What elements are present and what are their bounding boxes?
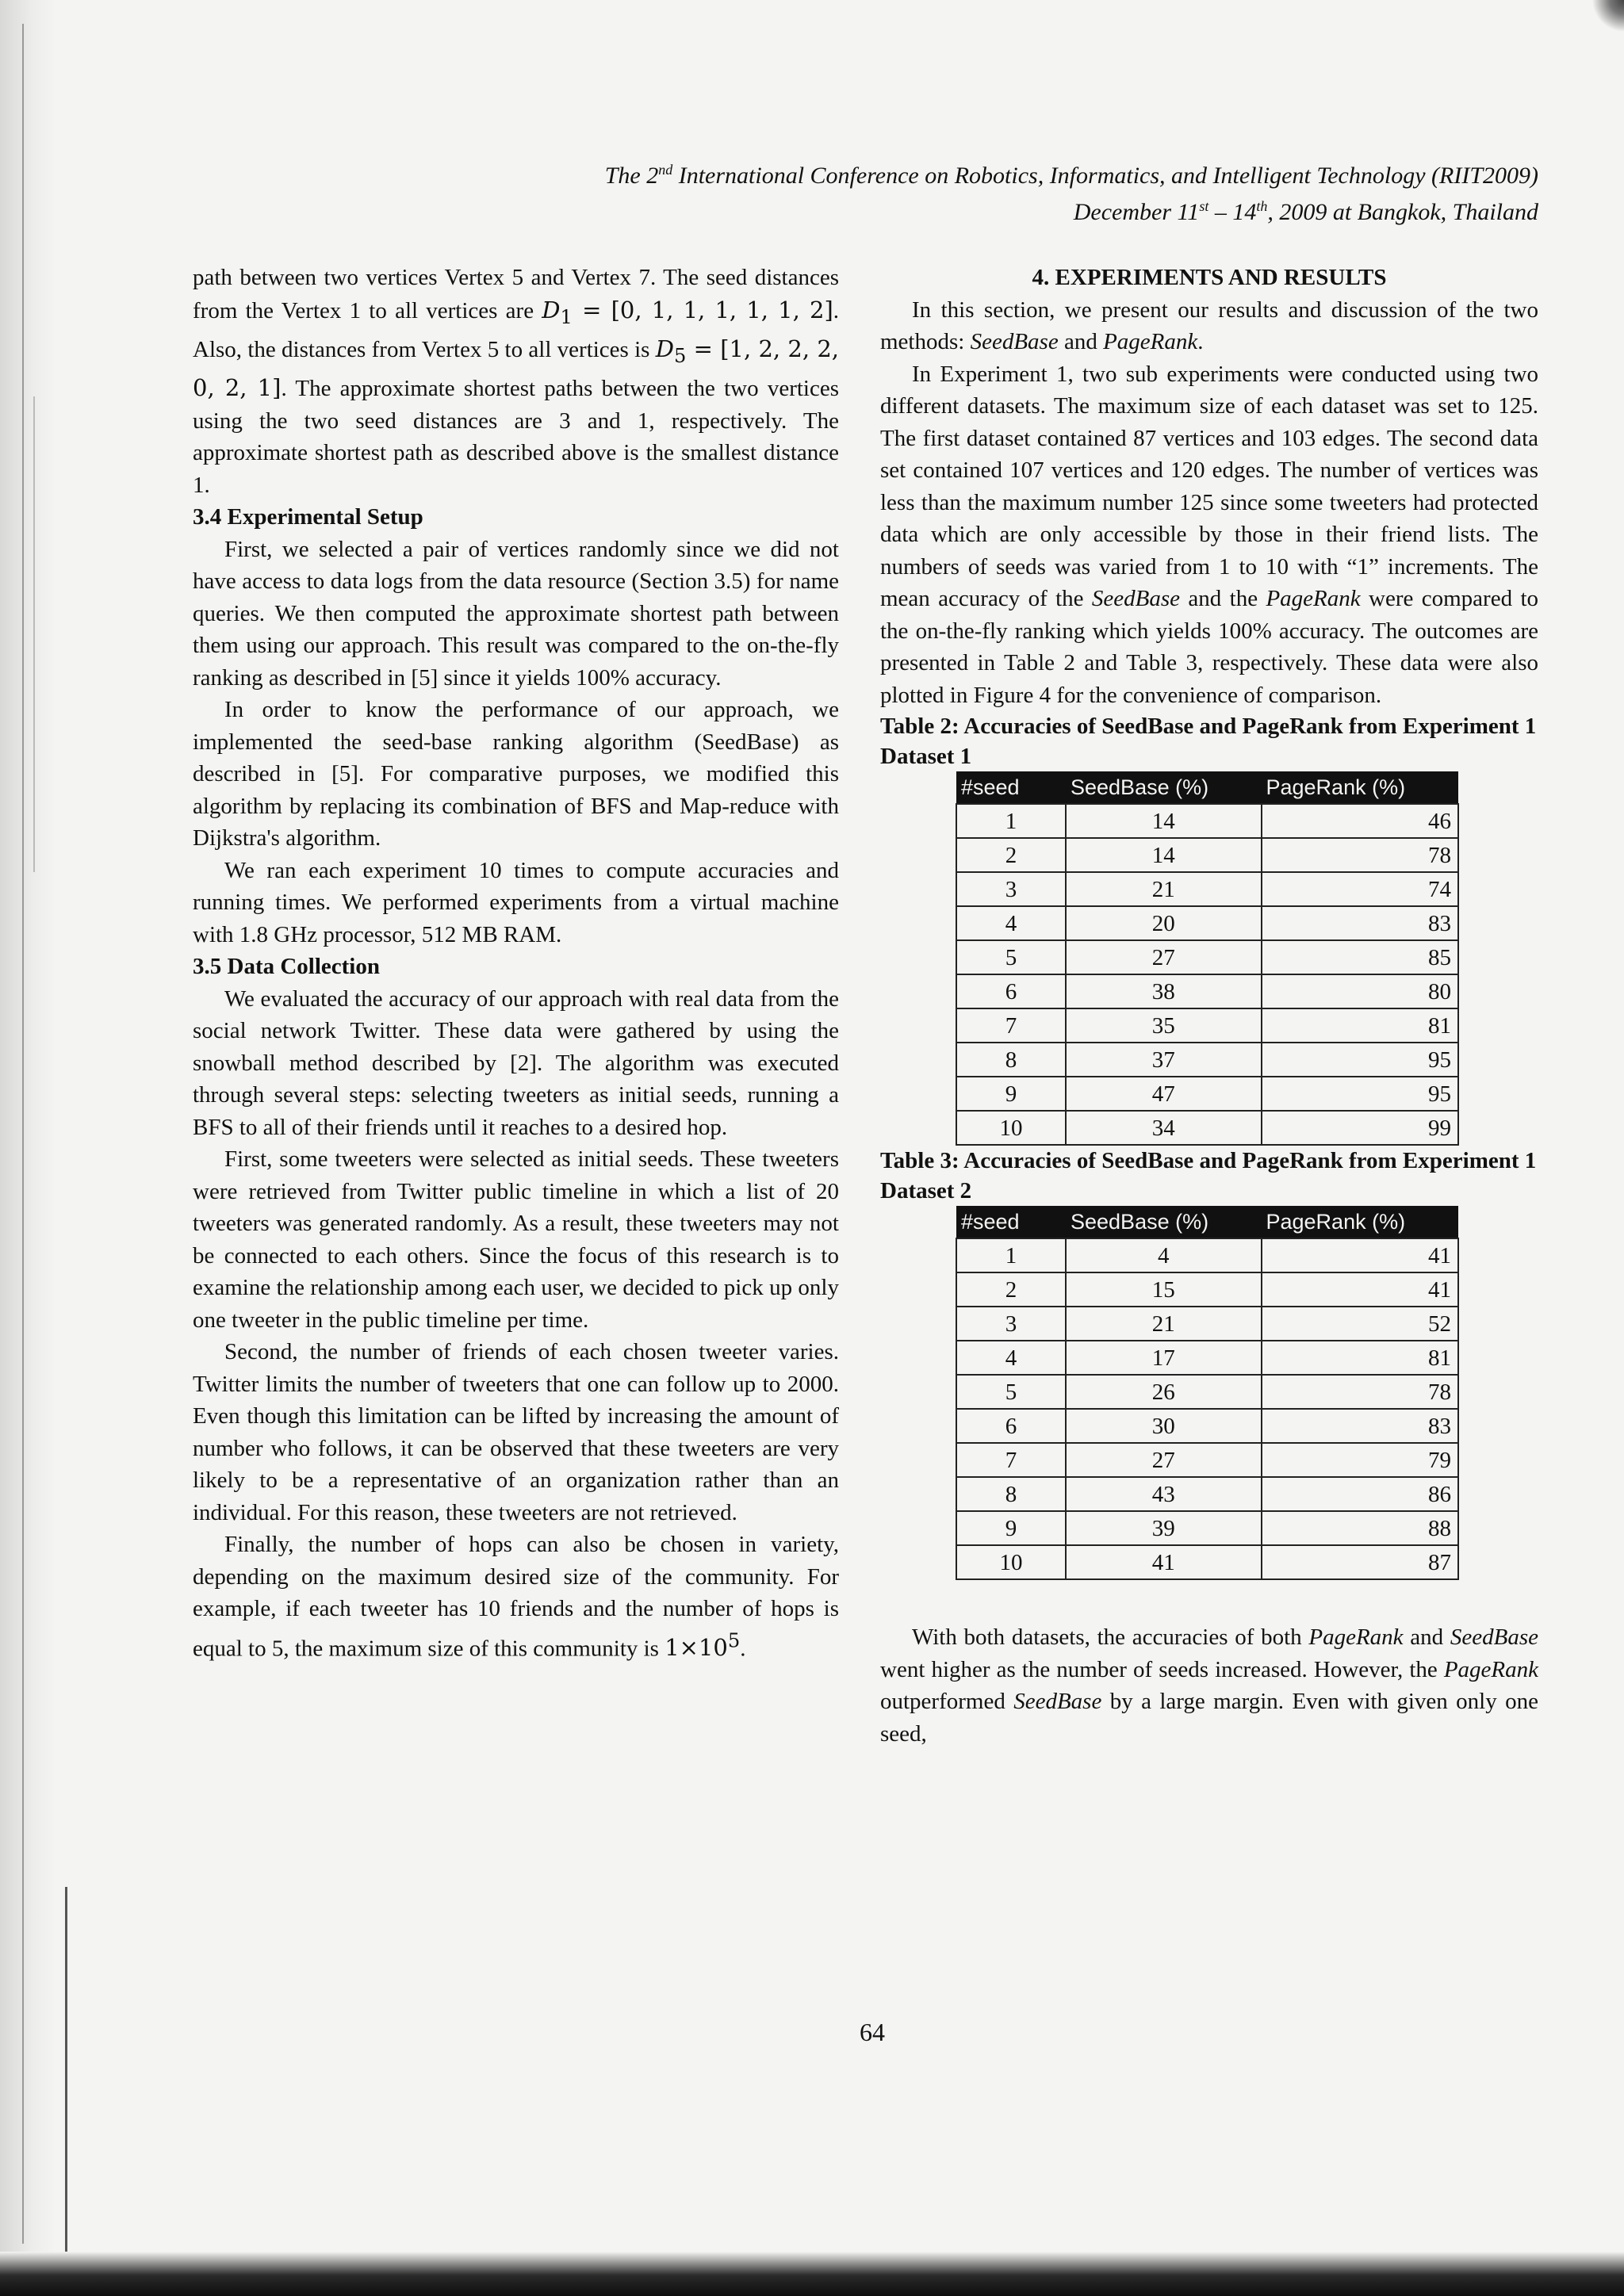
table-row <box>956 1409 1458 1443</box>
table-header-cell: SeedBase (%) <box>1066 771 1262 804</box>
paragraph: In order to know the performance of our approach, we implemented the seed-base ranking algorithm (SeedBase) as described in [5]. For comparative purposes, we modified this algorithm by replacing its combination of BFS and Map-reduce with Dijkstra's algorithm. <box>193 697 839 851</box>
table-cell: 43 <box>1066 1477 1262 1511</box>
formula-d1: $D_1 = [0$, 1, 1, 1, 1, 1, 2] <box>542 296 833 328</box>
table-header-cell: #seed <box>956 1206 1066 1238</box>
table-cell: 4 <box>1066 1238 1262 1272</box>
table-cell: 2 <box>956 1272 1066 1307</box>
paragraph: In this section, we present our results and discussion of the two methods: SeedBase and PageRank. <box>880 297 1538 354</box>
table-cell: 87 <box>1262 1545 1459 1579</box>
table-cell: 35 <box>1066 1008 1262 1043</box>
table-cell: 17 <box>1066 1341 1262 1375</box>
conference-line: The 2nd International Conference on Robotics, Informatics, and Intelligent Technology (RIIT2009) <box>604 162 1538 189</box>
table-cell: 14 <box>1066 838 1262 872</box>
table-row <box>956 1307 1458 1341</box>
table-row <box>956 940 1458 974</box>
table-row <box>956 1375 1458 1409</box>
table-cell: 10 <box>956 1545 1066 1579</box>
table-cell: 6 <box>956 974 1066 1008</box>
table-cell: 26 <box>1066 1375 1262 1409</box>
scan-bottom-edge <box>0 2252 1624 2296</box>
table-row <box>956 1111 1458 1145</box>
table-cell: 9 <box>956 1077 1066 1111</box>
table-row <box>956 906 1458 940</box>
scan-edge-left <box>0 0 56 2296</box>
table-cell: 78 <box>1262 1375 1459 1409</box>
table-cell: 27 <box>1066 1443 1262 1477</box>
paragraph: We evaluated the accuracy of our approach with real data from the social network Twitter. These data were gathered by using the snowball method described by [2]. The algorithm was executed through several steps: selecting tweeters as initial seeds, running a BFS to all of their friends until it reaches to a desired hop. <box>193 985 839 1140</box>
table-row <box>956 804 1458 838</box>
table-cell: 14 <box>1066 804 1262 838</box>
page-number: 64 <box>860 2018 885 2046</box>
table-cell: 38 <box>1066 974 1262 1008</box>
table-cell: 15 <box>1066 1272 1262 1307</box>
table-header-row <box>956 771 1458 804</box>
table-cell: 80 <box>1262 974 1459 1008</box>
table-row <box>956 1077 1458 1111</box>
table-cell: 2 <box>956 838 1066 872</box>
table-cell: 74 <box>1262 872 1459 906</box>
table-cell: 8 <box>956 1477 1066 1511</box>
table-row <box>956 974 1458 1008</box>
table-cell: 30 <box>1066 1409 1262 1443</box>
table-cell: 10 <box>956 1111 1066 1145</box>
table-header-row <box>956 1206 1458 1238</box>
table-cell: 4 <box>956 906 1066 940</box>
table-header-cell: #seed <box>956 771 1066 804</box>
table-cell: 86 <box>1262 1477 1459 1511</box>
table-cell: 37 <box>1066 1043 1262 1077</box>
table-cell: 21 <box>1066 1307 1262 1341</box>
table-cell: 1 <box>956 1238 1066 1272</box>
table-cell: 95 <box>1262 1077 1459 1111</box>
paragraph: Second, the number of friends of each chosen tweeter varies. Twitter limits the number of tweeters that one can follow up to 2000. Even though this limitation can be lifted by increasing the amount of number who follows, it can be observed that these tweeters are very likely to be a representative of an organization rather than an individual. For this reason, these tweeters are not retrieved. <box>193 1339 839 1525</box>
formula-d5: $D_5 = [1$, 2, 2, 2, 0, 2, 1] <box>193 335 839 402</box>
table-cell: 83 <box>1262 906 1459 940</box>
scan-line <box>22 24 24 2244</box>
table-row <box>956 872 1458 906</box>
table-cell: 41 <box>1066 1545 1262 1579</box>
table-cell: 9 <box>956 1511 1066 1545</box>
table-cell: 4 <box>956 1341 1066 1375</box>
table-row <box>956 1511 1458 1545</box>
left-column <box>193 262 839 1665</box>
table-cell: 6 <box>956 1409 1066 1443</box>
table-row <box>956 1443 1458 1477</box>
scan-corner <box>1568 0 1624 32</box>
table-cell: 47 <box>1066 1077 1262 1111</box>
table-cell: 5 <box>956 940 1066 974</box>
formula-community-size: $1\times 10^5$ <box>665 1629 741 1662</box>
table-cell: 20 <box>1066 906 1262 940</box>
table-cell: 5 <box>956 1375 1066 1409</box>
table-cell: 21 <box>1066 872 1262 906</box>
running-header <box>444 155 1538 228</box>
table-cell: 39 <box>1066 1511 1262 1545</box>
table-header-cell: PageRank (%) <box>1262 1206 1459 1238</box>
table-row <box>956 1008 1458 1043</box>
section-heading-3-4: 3.4 Experimental Setup <box>193 504 423 530</box>
table-header-cell: SeedBase (%) <box>1066 1206 1262 1238</box>
table-cell: 83 <box>1262 1409 1459 1443</box>
table-header-cell: PageRank (%) <box>1262 771 1459 804</box>
table3-caption: Table 3: Accuracies of SeedBase and PageRank from Experiment 1 Dataset 2 <box>880 1148 1537 1203</box>
table3 <box>956 1206 1459 1580</box>
right-column <box>880 262 1538 1750</box>
table-cell: 27 <box>1066 940 1262 974</box>
table-cell: 95 <box>1262 1043 1459 1077</box>
table-cell: 7 <box>956 1443 1066 1477</box>
table-cell: 8 <box>956 1043 1066 1077</box>
date-line: December 11st – 14th, 2009 at Bangkok, Thailand <box>1073 198 1538 225</box>
table2 <box>956 771 1459 1146</box>
table-cell: 41 <box>1262 1238 1459 1272</box>
table-cell: 99 <box>1262 1111 1459 1145</box>
spacer <box>880 1580 1538 1621</box>
table-row <box>956 1545 1458 1579</box>
scan-line <box>33 396 35 872</box>
table-cell: 88 <box>1262 1511 1459 1545</box>
table-cell: 81 <box>1262 1008 1459 1043</box>
table-cell: 81 <box>1262 1341 1459 1375</box>
table-cell: 78 <box>1262 838 1459 872</box>
table2-caption: Table 2: Accuracies of SeedBase and PageRank from Experiment 1 Dataset 1 <box>880 714 1537 769</box>
table-row <box>956 1238 1458 1272</box>
paragraph: In Experiment 1, two sub experiments were conducted using two different datasets. The maximum size of each dataset was set to 125. The first dataset contained 87 vertices and 103 edges. The second data set contained 107 vertices and 120 edges. The number of vertices was less than the maximum number 125 since some tweeters had protected data which are only accessible by those in their friend lists. The numbers of seeds was varied from 1 to 10 with “1” increments. The mean accuracy of the SeedBase and the PageRank were compared to the on-the-fly ranking which yields 100% accuracy. The outcomes are presented in Table 2 and Table 3, respectively. These data were also plotted in Figure 4 for the convenience of comparison. <box>880 361 1538 708</box>
table-cell: 52 <box>1262 1307 1459 1341</box>
paragraph: We ran each experiment 10 times to compute accuracies and running times. We performed experiments from a virtual machine with 1.8 GHz processor, 512 MB RAM. <box>193 857 839 947</box>
table-row <box>956 1272 1458 1307</box>
paragraph: Finally, the number of hops can also be chosen in variety, depending on the maximum desired size of the community. For example, if each tweeter has 10 friends and the number of hops is equal to 5, the maximum size of this community is $1\times 10^5$. <box>193 1532 839 1662</box>
table-row <box>956 1043 1458 1077</box>
table-cell: 46 <box>1262 804 1459 838</box>
table-row <box>956 1477 1458 1511</box>
section-heading-4: 4. EXPERIMENTS AND RESULTS <box>1032 265 1387 290</box>
table-cell: 85 <box>1262 940 1459 974</box>
table-cell: 3 <box>956 1307 1066 1341</box>
table-row <box>956 838 1458 872</box>
paragraph: First, some tweeters were selected as initial seeds. These tweeters were retrieved from Twitter public timeline in which a list of 20 tweeters was generated randomly. As a result, these tweeters may not be connected to each others. Since the focus of this research is to examine the relationship among each user, we decided to pick up only one tweeter in the public timeline per time. <box>193 1146 839 1333</box>
paragraph: First, we selected a pair of vertices randomly since we did not have access to data logs from the data resource (Section 3.5) for name queries. We then computed the approximate shortest path between them using our approach. This result was compared to the on-the-fly ranking as described in [5] since it yields 100% accuracy. <box>193 536 839 691</box>
table-cell: 7 <box>956 1008 1066 1043</box>
paragraph: path between two vertices Vertex 5 and Vertex 7. The seed distances from the Vertex 1 to all vertices are $D_1 = [0$, 1, 1, 1, 1, 1, 2]. Also, the distances from Vertex 5 to all vertices is $D_5 = [1$, 2, 2, 2, 0, 2, 1]. The approximate shortest paths between the two vertices using the two seed distances are 3 and 1, respectively. The approximate shortest path as described above is the smallest distance 1. <box>193 265 840 498</box>
table-cell: 79 <box>1262 1443 1459 1477</box>
table-cell: 1 <box>956 804 1066 838</box>
table-cell: 3 <box>956 872 1066 906</box>
table-cell: 41 <box>1262 1272 1459 1307</box>
table-row <box>956 1341 1458 1375</box>
scan-line <box>65 1887 67 2252</box>
section-heading-3-5: 3.5 Data Collection <box>193 954 380 980</box>
table-cell: 34 <box>1066 1111 1262 1145</box>
paragraph: With both datasets, the accuracies of both PageRank and SeedBase went higher as the number of seeds increased. However, the PageRank outperformed SeedBase by a large margin. Even with given only one seed, <box>880 1624 1538 1747</box>
